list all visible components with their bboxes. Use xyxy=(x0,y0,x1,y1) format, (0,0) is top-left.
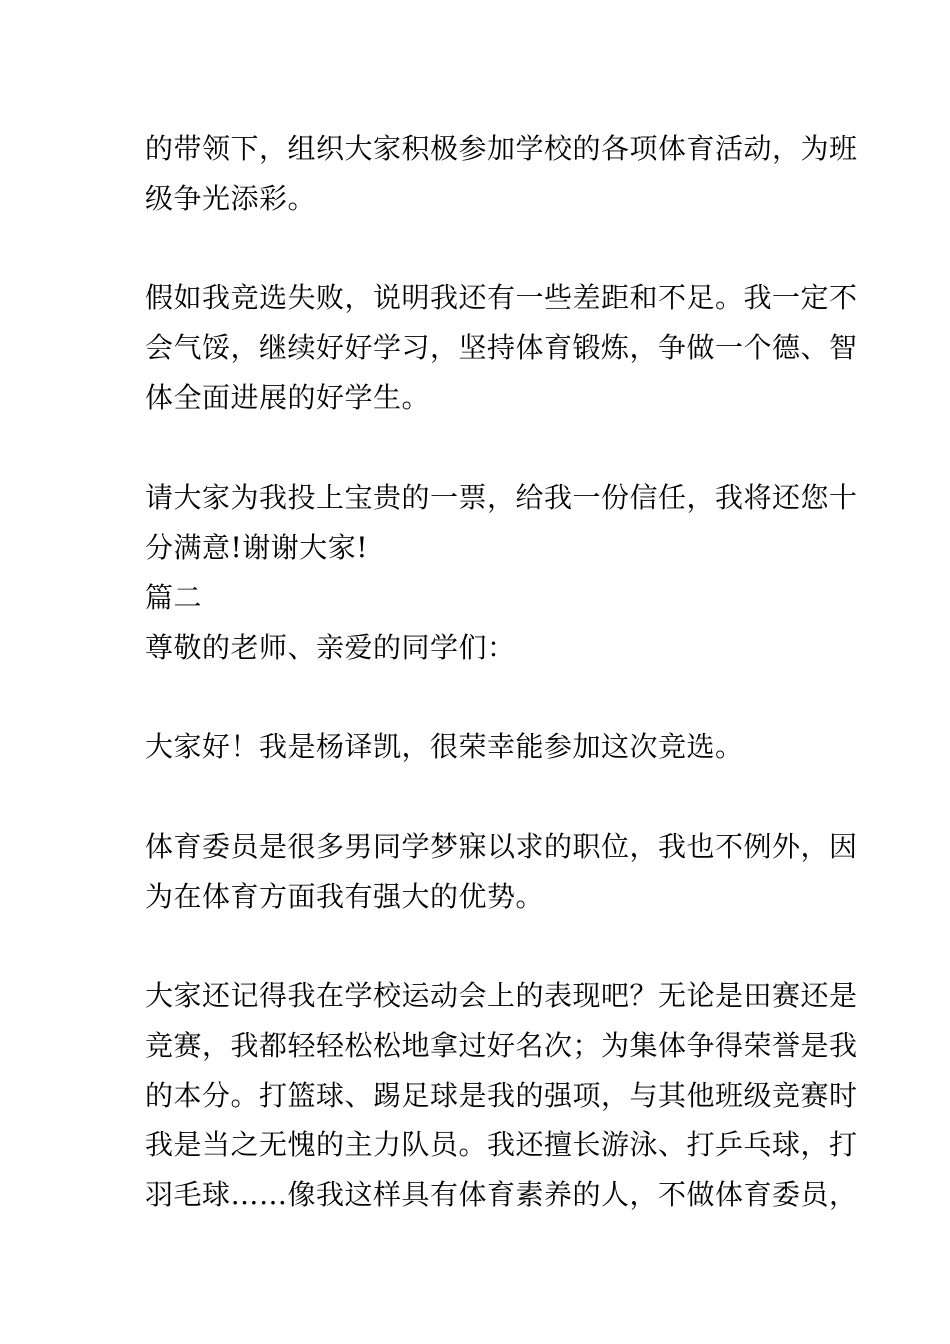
text-line: 体育委员是很多男同学梦寐以求的职位，我也不例外，因 xyxy=(145,830,858,863)
text-line: 会气馁，继续好好学习，坚持体育锻炼，争做一个德、智 xyxy=(145,331,858,364)
text-line: 我是当之无愧的主力队员。我还擅长游泳、打乒乓球，打 xyxy=(145,1128,858,1161)
text-line: 大家还记得我在学校运动会上的表现吧？无论是田赛还是 xyxy=(145,979,858,1012)
text-line: 为在体育方面我有强大的优势。 xyxy=(145,880,545,913)
text-line: 体全面进展的好学生。 xyxy=(145,381,431,414)
text-line: 请大家为我投上宝贵的一票，给我一份信任，我将还您十 xyxy=(145,481,858,514)
salutation: 尊敬的老师、亲爱的同学们： xyxy=(145,631,516,664)
text-line: 级争光添彩。 xyxy=(145,182,317,215)
text-line: 假如我竞选失败，说明我还有一些差距和不足。我一定不 xyxy=(145,281,858,314)
text-line: 分满意!谢谢大家! xyxy=(145,531,369,564)
text-line: 大家好！我是杨译凯，很荣幸能参加这次竞选。 xyxy=(145,730,744,763)
section-heading: 篇二 xyxy=(145,581,203,614)
text-line: 的本分。打篮球、踢足球是我的强项，与其他班级竞赛时 xyxy=(145,1079,858,1112)
text-line: 竞赛，我都轻轻松松地拿过好名次；为集体争得荣誉是我 xyxy=(145,1029,858,1062)
text-line: 羽毛球……像我这样具有体育素养的人，不做体育委员， xyxy=(145,1178,858,1211)
text-line: 的带领下，组织大家积极参加学校的各项体育活动，为班 xyxy=(145,132,858,165)
